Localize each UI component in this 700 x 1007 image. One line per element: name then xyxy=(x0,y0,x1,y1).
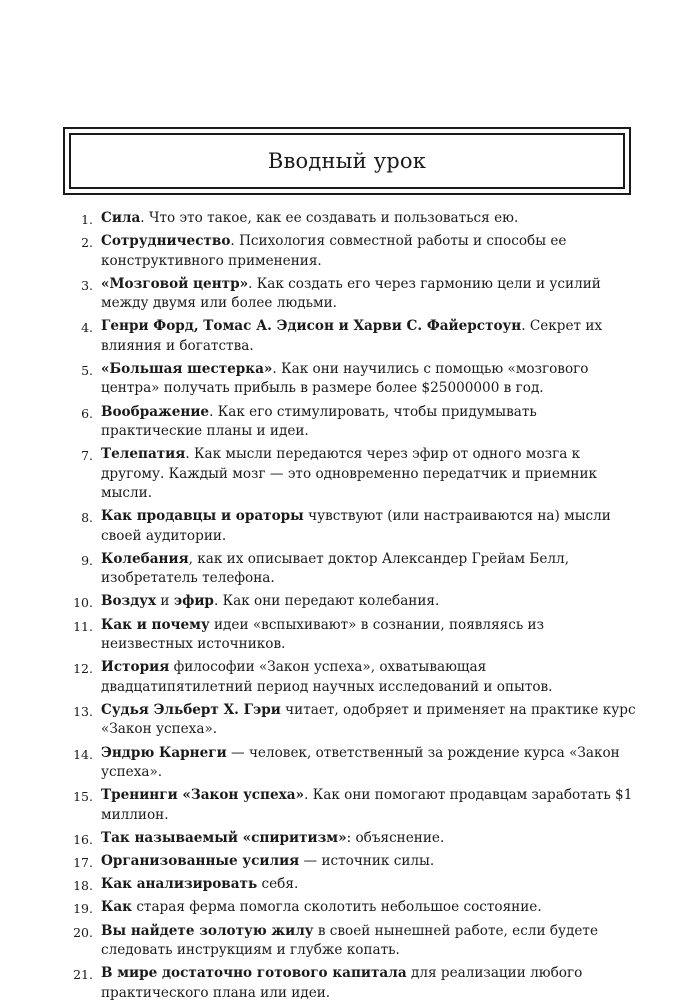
list-item xyxy=(66,898,640,917)
item-number: 9. xyxy=(81,552,93,568)
list-item xyxy=(66,964,640,1003)
item-text: в своей нынешней работе, если будете следовать инструкциям и глубже копать. xyxy=(101,922,598,958)
item-keyword: Так называемый «спиритизм» xyxy=(101,829,347,846)
item-keyword: Телепатия xyxy=(101,446,186,463)
item-text: себя. xyxy=(257,876,299,893)
list-item xyxy=(66,829,640,848)
item-number: 6. xyxy=(81,405,93,421)
item-keyword: Организованные усилия xyxy=(101,852,300,869)
item-text: философии «Закон успеха», охватывающая двадцатипятилетний период научных исследований и опытов. xyxy=(101,659,553,695)
item-keyword: «Большая шестерка» xyxy=(101,361,273,378)
item-number: 19. xyxy=(73,901,93,917)
item-text: — человек, ответственный за рождение курса «Закон успеха». xyxy=(101,744,620,780)
item-keyword-second: эфир xyxy=(173,593,214,610)
list-item xyxy=(66,550,640,589)
item-text: — источник силы. xyxy=(299,852,435,869)
item-keyword: «Мозговой центр» xyxy=(101,275,249,292)
item-number: 14. xyxy=(73,746,93,762)
list-item xyxy=(66,275,640,314)
item-keyword: Как xyxy=(101,899,132,916)
item-text: старая ферма помогла сколотить небольшое состояние. xyxy=(132,899,542,916)
item-text: чувствуют (или настраиваются на) мысли своей аудитории. xyxy=(101,508,611,544)
item-text: . Как его стимулировать, чтобы придумывать практические планы и идеи. xyxy=(101,403,537,440)
item-keyword: История xyxy=(101,659,170,676)
item-text: читает, одобряет и применяет на практике курс «Закон успеха». xyxy=(101,701,636,738)
item-keyword: Колебания xyxy=(101,550,189,567)
list-item xyxy=(66,786,640,825)
item-number: 15. xyxy=(73,789,93,805)
item-text: , как их описывает доктор Александер Грейам Белл, изобретатель телефона. xyxy=(101,550,570,587)
item-text: . Психология совместной работы и способы ее конструктивного применения. xyxy=(101,233,567,269)
item-text-connector: и xyxy=(156,593,174,610)
lesson-list xyxy=(66,209,640,1007)
list-item xyxy=(66,875,640,894)
item-number: 4. xyxy=(81,320,93,336)
list-item xyxy=(66,616,640,655)
list-item xyxy=(66,658,640,697)
item-keyword: Сотрудничество xyxy=(101,233,231,250)
chapter-title-inner-frame xyxy=(69,133,625,189)
item-text: . Как создать его через гармонию цели и усилий между двумя или более людьми. xyxy=(101,275,601,312)
list-item xyxy=(66,507,640,546)
item-keyword: Эндрю Карнеги xyxy=(101,744,227,761)
item-number: 18. xyxy=(73,878,93,894)
list-item xyxy=(66,445,640,503)
item-keyword: Воздух xyxy=(101,593,157,610)
item-keyword: Как анализировать xyxy=(101,876,258,893)
item-number: 8. xyxy=(81,510,93,526)
chapter-title: Вводный урок xyxy=(267,149,427,173)
item-number: 10. xyxy=(73,595,93,611)
item-keyword: Генри Форд, Томас А. Эдисон и Харви С. Файерстоун xyxy=(101,318,522,335)
list-item xyxy=(66,209,640,228)
item-keyword: Как продавцы и ораторы xyxy=(101,508,304,525)
chapter-title-frame xyxy=(63,127,631,195)
item-number: 20. xyxy=(73,924,93,940)
list-item xyxy=(66,852,640,871)
item-number: 5. xyxy=(81,363,93,379)
list-item xyxy=(66,744,640,783)
list-item xyxy=(66,360,640,399)
item-text: . Как мысли передаются через эфир от одного мозга к другому. Каждый мозг — это одновременно передатчик и приемник мысли. xyxy=(101,446,598,502)
item-number: 3. xyxy=(81,277,93,293)
item-number: 13. xyxy=(73,703,93,719)
item-keyword: Как и почему xyxy=(101,616,210,633)
item-text: . Как они научились с помощью «мозгового центра» получать прибыль в размере более $25000000 в год. xyxy=(101,361,589,397)
item-keyword: Тренинги «Закон успеха» xyxy=(101,787,305,804)
item-text: . Как они помогают продавцам заработать $1 миллион. xyxy=(101,787,633,823)
item-keyword: В мире достаточно готового капитала xyxy=(101,965,407,982)
list-item xyxy=(66,701,640,740)
item-number: 16. xyxy=(73,831,93,847)
item-number: 17. xyxy=(73,854,93,870)
item-text: для реализации любого практического плана или идеи. xyxy=(101,965,583,1001)
item-text: : объяснение. xyxy=(346,829,445,846)
item-number: 2. xyxy=(81,235,93,251)
item-keyword: Вы найдете золотую жилу xyxy=(101,922,314,939)
item-number: 11. xyxy=(73,618,93,634)
item-text: . Как они передают колебания. xyxy=(213,593,440,610)
item-keyword: Судья Эльберт Х. Гэри xyxy=(101,701,281,718)
item-number: 1. xyxy=(81,212,93,227)
item-keyword: Сила xyxy=(101,210,141,226)
item-text: . Секрет их влияния и богатства. xyxy=(101,318,603,354)
item-text: идеи «вспыхивают» в сознании, появляясь из неизвестных источников. xyxy=(101,616,545,653)
item-text: . Что это такое, как ее создавать и пользоваться ею. xyxy=(140,210,519,226)
list-item xyxy=(66,592,640,611)
item-number: 21. xyxy=(73,967,93,983)
item-number: 12. xyxy=(73,661,93,677)
list-item xyxy=(66,403,640,442)
item-keyword: Воображение xyxy=(101,403,210,420)
item-number: 7. xyxy=(81,448,93,464)
list-item xyxy=(66,232,640,271)
list-item xyxy=(66,922,640,961)
list-item xyxy=(66,317,640,356)
